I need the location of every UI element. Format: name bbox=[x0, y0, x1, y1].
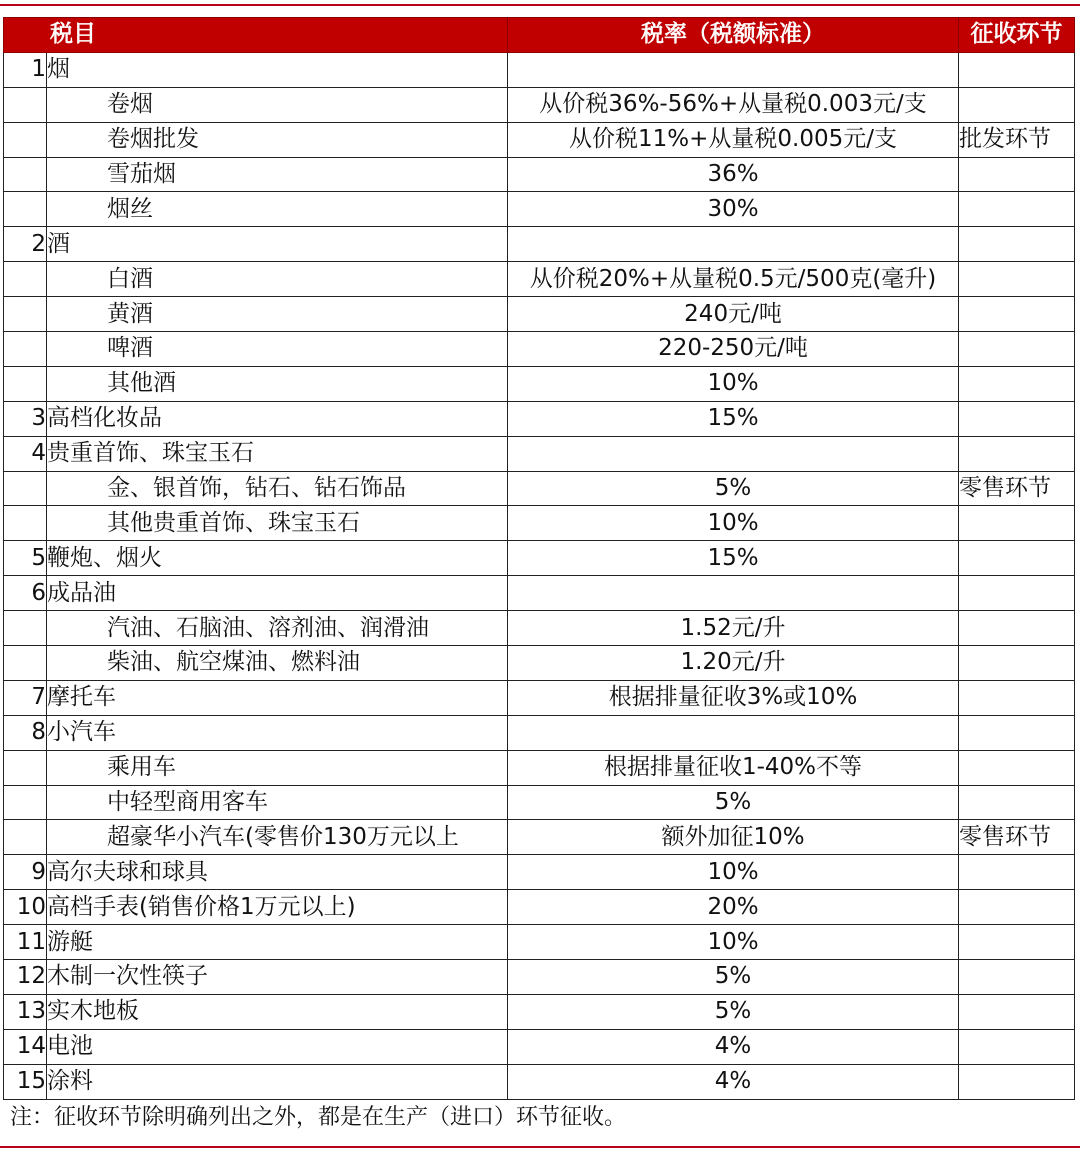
table-row bbox=[4, 366, 1075, 401]
row-number: 7 bbox=[4, 680, 47, 715]
row-tax-rate: 15% bbox=[508, 401, 959, 436]
row-item-name: 木制一次性筷子 bbox=[47, 960, 508, 995]
row-number bbox=[4, 122, 47, 157]
table-row bbox=[4, 436, 1075, 471]
row-item-name: 其他酒 bbox=[47, 366, 508, 401]
row-number: 8 bbox=[4, 715, 47, 750]
row-collection-stage bbox=[959, 680, 1075, 715]
table-row bbox=[4, 262, 1075, 297]
row-item-name: 雪茄烟 bbox=[47, 157, 508, 192]
table-body bbox=[4, 52, 1075, 1099]
row-collection-stage bbox=[959, 715, 1075, 750]
row-number bbox=[4, 471, 47, 506]
row-collection-stage bbox=[959, 297, 1075, 332]
row-collection-stage bbox=[959, 890, 1075, 925]
table-row bbox=[4, 820, 1075, 855]
row-number bbox=[4, 646, 47, 681]
row-tax-rate: 36% bbox=[508, 157, 959, 192]
row-number bbox=[4, 297, 47, 332]
row-tax-rate: 从价税11%+从量税0.005元/支 bbox=[508, 122, 959, 157]
row-item-name: 卷烟批发 bbox=[47, 122, 508, 157]
row-item-name: 高尔夫球和球具 bbox=[47, 855, 508, 890]
row-number bbox=[4, 506, 47, 541]
row-number bbox=[4, 262, 47, 297]
row-item-name: 烟 bbox=[47, 52, 508, 87]
table-row bbox=[4, 925, 1075, 960]
row-number bbox=[4, 611, 47, 646]
row-item-name: 柴油、航空煤油、燃料油 bbox=[47, 646, 508, 681]
row-item-name: 涂料 bbox=[47, 1064, 508, 1099]
row-number: 4 bbox=[4, 436, 47, 471]
table-row bbox=[4, 541, 1075, 576]
row-collection-stage: 批发环节 bbox=[959, 122, 1075, 157]
row-collection-stage bbox=[959, 52, 1075, 87]
row-tax-rate: 1.52元/升 bbox=[508, 611, 959, 646]
row-number bbox=[4, 157, 47, 192]
row-item-name: 高档化妆品 bbox=[47, 401, 508, 436]
row-number bbox=[4, 366, 47, 401]
row-collection-stage bbox=[959, 157, 1075, 192]
row-collection-stage bbox=[959, 1064, 1075, 1099]
table-row bbox=[4, 506, 1075, 541]
row-item-name: 小汽车 bbox=[47, 715, 508, 750]
row-collection-stage bbox=[959, 855, 1075, 890]
row-number: 12 bbox=[4, 960, 47, 995]
table-row bbox=[4, 227, 1075, 262]
table-row bbox=[4, 680, 1075, 715]
row-collection-stage bbox=[959, 401, 1075, 436]
row-item-name: 成品油 bbox=[47, 576, 508, 611]
table-row bbox=[4, 297, 1075, 332]
row-number bbox=[4, 820, 47, 855]
row-tax-rate bbox=[508, 715, 959, 750]
row-tax-rate: 30% bbox=[508, 192, 959, 227]
row-number: 15 bbox=[4, 1064, 47, 1099]
table-row bbox=[4, 785, 1075, 820]
row-collection-stage bbox=[959, 994, 1075, 1029]
row-collection-stage bbox=[959, 925, 1075, 960]
row-number: 1 bbox=[4, 52, 47, 87]
row-number: 14 bbox=[4, 1029, 47, 1064]
row-tax-rate: 10% bbox=[508, 366, 959, 401]
table-row bbox=[4, 994, 1075, 1029]
row-tax-rate: 1.20元/升 bbox=[508, 646, 959, 681]
row-collection-stage: 零售环节 bbox=[959, 471, 1075, 506]
table-row bbox=[4, 611, 1075, 646]
row-item-name: 其他贵重首饰、珠宝玉石 bbox=[47, 506, 508, 541]
row-tax-rate: 240元/吨 bbox=[508, 297, 959, 332]
row-number: 10 bbox=[4, 890, 47, 925]
table-row bbox=[4, 87, 1075, 122]
row-tax-rate: 根据排量征收1-40%不等 bbox=[508, 750, 959, 785]
row-tax-rate: 5% bbox=[508, 994, 959, 1029]
row-item-name: 啤酒 bbox=[47, 332, 508, 367]
row-item-name: 贵重首饰、珠宝玉石 bbox=[47, 436, 508, 471]
row-collection-stage bbox=[959, 541, 1075, 576]
row-tax-rate bbox=[508, 576, 959, 611]
row-item-name: 摩托车 bbox=[47, 680, 508, 715]
row-tax-rate: 4% bbox=[508, 1029, 959, 1064]
row-item-name: 汽油、石脑油、溶剂油、润滑油 bbox=[47, 611, 508, 646]
row-tax-rate: 4% bbox=[508, 1064, 959, 1099]
row-item-name: 超豪华小汽车(零售价130万元以上 bbox=[47, 820, 508, 855]
table-row bbox=[4, 122, 1075, 157]
row-tax-rate: 20% bbox=[508, 890, 959, 925]
row-number bbox=[4, 332, 47, 367]
row-item-name: 烟丝 bbox=[47, 192, 508, 227]
bottom-rule bbox=[0, 1146, 1080, 1148]
row-collection-stage bbox=[959, 87, 1075, 122]
row-collection-stage: 零售环节 bbox=[959, 820, 1075, 855]
table-row bbox=[4, 157, 1075, 192]
table-row bbox=[4, 332, 1075, 367]
row-tax-rate: 10% bbox=[508, 506, 959, 541]
row-tax-rate: 5% bbox=[508, 471, 959, 506]
row-item-name: 金、银首饰，钻石、钻石饰品 bbox=[47, 471, 508, 506]
table-row bbox=[4, 890, 1075, 925]
row-item-name: 酒 bbox=[47, 227, 508, 262]
row-number bbox=[4, 87, 47, 122]
row-tax-rate: 15% bbox=[508, 541, 959, 576]
row-tax-rate: 5% bbox=[508, 785, 959, 820]
table-row bbox=[4, 576, 1075, 611]
table-row bbox=[4, 715, 1075, 750]
row-collection-stage bbox=[959, 192, 1075, 227]
row-tax-rate bbox=[508, 227, 959, 262]
row-number: 11 bbox=[4, 925, 47, 960]
row-number bbox=[4, 750, 47, 785]
row-item-name: 高档手表(销售价格1万元以上) bbox=[47, 890, 508, 925]
table-row bbox=[4, 52, 1075, 87]
row-item-name: 实木地板 bbox=[47, 994, 508, 1029]
row-item-name: 黄酒 bbox=[47, 297, 508, 332]
row-item-name: 游艇 bbox=[47, 925, 508, 960]
row-tax-rate: 10% bbox=[508, 925, 959, 960]
row-number bbox=[4, 192, 47, 227]
row-collection-stage bbox=[959, 262, 1075, 297]
row-item-name: 鞭炮、烟火 bbox=[47, 541, 508, 576]
table-row bbox=[4, 855, 1075, 890]
row-item-name: 白酒 bbox=[47, 262, 508, 297]
row-number: 6 bbox=[4, 576, 47, 611]
table-row bbox=[4, 1029, 1075, 1064]
table-row bbox=[4, 471, 1075, 506]
table-header-row bbox=[4, 18, 1075, 53]
row-collection-stage bbox=[959, 366, 1075, 401]
row-tax-rate: 5% bbox=[508, 960, 959, 995]
row-collection-stage bbox=[959, 436, 1075, 471]
row-item-name: 电池 bbox=[47, 1029, 508, 1064]
row-tax-rate: 从价税20%+从量税0.5元/500克(毫升) bbox=[508, 262, 959, 297]
row-number: 13 bbox=[4, 994, 47, 1029]
row-tax-rate: 额外加征10% bbox=[508, 820, 959, 855]
row-collection-stage bbox=[959, 611, 1075, 646]
table-row bbox=[4, 750, 1075, 785]
tax-table bbox=[3, 17, 1075, 1100]
row-tax-rate: 从价税36%-56%+从量税0.003元/支 bbox=[508, 87, 959, 122]
row-collection-stage bbox=[959, 1029, 1075, 1064]
footnote: 注：征收环节除明确列出之外，都是在生产（进口）环节征收。 bbox=[10, 1105, 627, 1130]
row-number bbox=[4, 785, 47, 820]
row-tax-rate: 220-250元/吨 bbox=[508, 332, 959, 367]
table-row bbox=[4, 960, 1075, 995]
table-row bbox=[4, 401, 1075, 436]
row-number: 3 bbox=[4, 401, 47, 436]
row-item-name: 卷烟 bbox=[47, 87, 508, 122]
row-collection-stage bbox=[959, 960, 1075, 995]
row-item-name: 乘用车 bbox=[47, 750, 508, 785]
header-stage: 征收环节 bbox=[959, 18, 1075, 53]
row-tax-rate: 根据排量征收3%或10% bbox=[508, 680, 959, 715]
row-tax-rate: 10% bbox=[508, 855, 959, 890]
row-number: 9 bbox=[4, 855, 47, 890]
row-number: 2 bbox=[4, 227, 47, 262]
table-row bbox=[4, 192, 1075, 227]
table-row bbox=[4, 1064, 1075, 1099]
header-item: 税目 bbox=[4, 18, 508, 53]
row-collection-stage bbox=[959, 506, 1075, 541]
row-collection-stage bbox=[959, 785, 1075, 820]
row-item-name: 中轻型商用客车 bbox=[47, 785, 508, 820]
table-row bbox=[4, 646, 1075, 681]
row-collection-stage bbox=[959, 750, 1075, 785]
row-collection-stage bbox=[959, 332, 1075, 367]
row-tax-rate bbox=[508, 436, 959, 471]
row-collection-stage bbox=[959, 646, 1075, 681]
top-rule bbox=[0, 4, 1080, 6]
row-collection-stage bbox=[959, 227, 1075, 262]
row-collection-stage bbox=[959, 576, 1075, 611]
header-rate: 税率（税额标准） bbox=[508, 18, 959, 53]
row-tax-rate bbox=[508, 52, 959, 87]
row-number: 5 bbox=[4, 541, 47, 576]
